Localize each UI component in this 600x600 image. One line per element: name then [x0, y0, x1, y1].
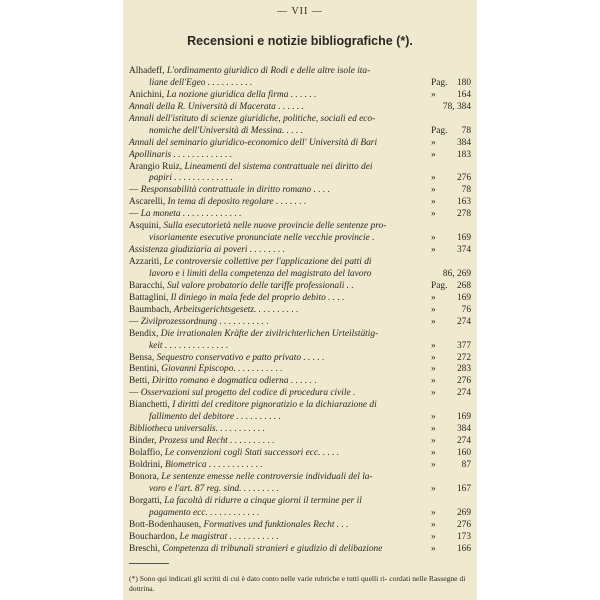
- entry-author: Asquini,: [129, 221, 164, 232]
- page-marker: »: [431, 233, 436, 244]
- entry-text: [129, 317, 269, 329]
- bibliography-line: [129, 353, 471, 365]
- entry-text: [129, 544, 382, 556]
- entry-title: In tema di deposito regolare . . . . . . .: [167, 197, 307, 208]
- entry-title: La nozione giuridica della firma . . . . . .: [166, 89, 317, 100]
- page-number: 160: [456, 448, 471, 458]
- bibliography-line: [129, 448, 471, 460]
- entry-text: [149, 484, 279, 496]
- entry-author: —: [129, 209, 141, 220]
- bibliography-line: [129, 197, 471, 209]
- page-folio: — VII —: [277, 6, 323, 17]
- entry-text: [129, 221, 386, 233]
- entry-author: Betti,: [129, 376, 152, 387]
- entry-text: [129, 138, 377, 150]
- entry-text: [129, 150, 232, 162]
- page-marker: »: [431, 304, 436, 315]
- entry-title: Assistenza giudiziaria ai poveri . . . . . . . .: [129, 245, 285, 256]
- entry-author: Arangio Ruiz,: [129, 161, 185, 172]
- page-marker: Pag.: [431, 125, 448, 136]
- bibliography-line: [129, 162, 471, 174]
- entry-title: Annali dell'istituto di scienze giuridiche, politiche, sociali ed eco-: [129, 113, 376, 124]
- entry-text: [129, 209, 242, 221]
- bibliography-line: [129, 460, 471, 472]
- entry-text: [149, 173, 233, 185]
- page-marker: Pag.: [431, 280, 448, 291]
- entry-title: Formatives und funktionales Recht . . .: [203, 519, 349, 530]
- entry-title: Sul valore probatorio delle tariffe professionali . .: [167, 280, 354, 291]
- bibliography-line: [129, 138, 471, 150]
- page-number: 278: [456, 209, 471, 220]
- entry-title: Sulla esecutorietà nelle nuove provincie delle sentenze pro-: [163, 221, 387, 232]
- page-number: 169: [456, 412, 471, 423]
- page-number: 78: [461, 125, 471, 136]
- page-number: 167: [456, 483, 471, 494]
- page-marker: »: [431, 209, 436, 220]
- entry-text: [129, 90, 317, 102]
- footnote: (*) Sono qui indicati gli scritti di cui è dato conto nelle varie rubriche e tutti quelli ri- cordati nelle Rassegne di dottrina.: [129, 574, 466, 593]
- bibliography-line: [129, 90, 471, 102]
- page-marker: »: [431, 507, 436, 518]
- page-marker: »: [431, 376, 436, 387]
- entry-text: [129, 114, 375, 126]
- entry-title: La facoltà di ridurre a cinque giorni il termine per il: [164, 495, 362, 506]
- page-number: 78, 384: [442, 101, 471, 112]
- entry-text: [129, 281, 354, 293]
- entry-author: Bianchetti,: [129, 400, 173, 411]
- entry-title: voro e l'art. 87 reg. sind. . . . . . . . .: [149, 483, 279, 494]
- page-marker: »: [431, 519, 436, 530]
- entry-text: [129, 162, 372, 174]
- entry-text: [149, 78, 252, 90]
- entry-text: [129, 400, 377, 412]
- page-marker: »: [431, 436, 436, 447]
- page-marker: »: [431, 292, 436, 303]
- page-number: 276: [456, 376, 471, 387]
- page-number: 276: [456, 519, 471, 530]
- entry-title: nomiche dell'Università di Messina. . . . .: [149, 125, 304, 136]
- bibliography-line: [129, 341, 471, 353]
- bibliography-line: [129, 78, 471, 90]
- entry-title: Lineamenti del sistema contrattuale nei diritto dei: [184, 161, 373, 172]
- page-marker: »: [431, 364, 436, 375]
- bibliography-line: [129, 424, 471, 436]
- entry-author: Bendix,: [129, 328, 161, 339]
- entry-author: Binder,: [129, 436, 159, 447]
- entry-title: lavoro e i limiti della competenza del magistrato del lavoro: [149, 268, 372, 279]
- entry-title: La moneta . . . . . . . . . . . . .: [140, 209, 242, 220]
- page-number: 274: [456, 316, 471, 327]
- bibliography-line: [129, 508, 471, 520]
- bibliography-line: [129, 305, 471, 317]
- bibliography-line: [129, 221, 471, 233]
- bibliography-line: [129, 245, 471, 257]
- entry-text: [129, 424, 265, 436]
- page-marker: »: [431, 388, 436, 399]
- entry-text: [129, 185, 330, 197]
- bibliography-line: [129, 436, 471, 448]
- entry-title: Giovanni Episcopo. . . . . . . . . . .: [161, 364, 283, 375]
- document-page: [123, 0, 477, 600]
- entry-text: [129, 245, 285, 257]
- bibliography-list: [129, 66, 471, 555]
- page-number: 384: [456, 424, 471, 435]
- page-number: 173: [456, 531, 471, 542]
- entry-author: —: [129, 388, 141, 399]
- page-number: 183: [456, 149, 471, 160]
- page-number: 163: [456, 197, 471, 208]
- bibliography-line: [129, 544, 471, 556]
- entry-text: [129, 388, 355, 400]
- entry-text: [129, 448, 339, 460]
- entry-text: [129, 520, 349, 532]
- page-marker: »: [431, 531, 436, 542]
- entry-text: [149, 269, 371, 281]
- entry-text: [129, 257, 372, 269]
- entry-author: Alhadeff,: [129, 66, 167, 76]
- entry-text: [149, 126, 303, 138]
- page-marker: »: [431, 245, 436, 256]
- entry-text: [129, 197, 306, 209]
- page-number: 276: [456, 173, 471, 184]
- entry-title: Il diniego in mala fede del proprio debito . . . .: [170, 292, 345, 303]
- bibliography-line: [129, 388, 471, 400]
- page-number: 274: [456, 436, 471, 447]
- entry-title: Bibliotheca universalis. . . . . . . . . . .: [129, 424, 265, 435]
- bibliography-line: [129, 173, 471, 185]
- bibliography-line: [129, 364, 471, 376]
- page-number: 283: [456, 364, 471, 375]
- entry-title: Biometrica . . . . . . . . . . . .: [164, 459, 263, 470]
- page-number: 374: [456, 245, 471, 256]
- entry-author: Breschi,: [129, 543, 163, 554]
- page-number: 272: [456, 352, 471, 363]
- entry-title: pagamento ecc. . . . . . . . . . . .: [149, 507, 260, 518]
- bibliography-line: [129, 472, 471, 484]
- page-number: 164: [456, 89, 471, 100]
- entry-title: fallimento del debitore . . . . . . . . . .: [149, 412, 281, 423]
- entry-text: [129, 329, 378, 341]
- entry-author: Bentini,: [129, 364, 162, 375]
- entry-author: Bolaffio,: [129, 448, 165, 458]
- page-marker: »: [431, 459, 436, 470]
- footnote-rule: [129, 563, 169, 564]
- entry-text: [129, 436, 275, 448]
- bibliography-line: [129, 269, 471, 281]
- entry-author: Baracchi,: [129, 280, 167, 291]
- entry-author: —: [129, 185, 141, 196]
- page-number: 274: [456, 388, 471, 399]
- page-number: 169: [456, 233, 471, 244]
- entry-text: [129, 305, 299, 317]
- entry-title: I diritti del creditore pignoratizio e la dichiarazione di: [172, 400, 377, 411]
- bibliography-line: [129, 532, 471, 544]
- entry-title: Diritto romano e dogmatica odierna . . . . . .: [151, 376, 317, 387]
- bibliography-line: [129, 412, 471, 424]
- page-number: 377: [456, 340, 471, 351]
- page-number: 384: [456, 137, 471, 148]
- entry-title: Zivilprozessordnung . . . . . . . . . . .: [140, 316, 269, 327]
- page-number: 268: [456, 280, 471, 291]
- entry-text: [149, 508, 259, 520]
- page-number: 180: [456, 77, 471, 88]
- page-marker: »: [431, 173, 436, 184]
- entry-title: Competenza di tribunali stranieri e giudizio di delibazione: [162, 543, 383, 554]
- section-title: Recensioni e notizie bibliografiche (*).: [187, 34, 413, 48]
- bibliography-line: [129, 209, 471, 221]
- page-number: 269: [456, 507, 471, 518]
- entry-text: [129, 293, 345, 305]
- page-marker: »: [431, 424, 436, 435]
- page-marker: »: [431, 137, 436, 148]
- bibliography-line: [129, 185, 471, 197]
- bibliography-line: [129, 126, 471, 138]
- page-marker: »: [431, 483, 436, 494]
- entry-author: Anichini,: [129, 89, 167, 100]
- entry-author: Baumbach,: [129, 304, 174, 315]
- entry-text: [129, 364, 283, 376]
- entry-title: Annali del seminario giuridico-economico dell' Università di Bari: [129, 137, 378, 148]
- entry-text: [149, 412, 281, 424]
- bibliography-line: [129, 329, 471, 341]
- entry-title: Le sentenze emesse nelle controversie individuali del la-: [161, 471, 373, 482]
- entry-title: Le controversie collettive per l'applicazione dei patti di: [163, 257, 372, 267]
- entry-text: [129, 472, 373, 484]
- bibliography-line: [129, 281, 471, 293]
- page-number: 78: [461, 185, 471, 196]
- page-number: 86, 269: [442, 268, 471, 279]
- entry-title: papiri . . . . . . . . . . . . .: [149, 173, 233, 184]
- page-marker: »: [431, 340, 436, 351]
- bibliography-line: [129, 233, 471, 245]
- bibliography-line: [129, 114, 471, 126]
- bibliography-line: [129, 376, 471, 388]
- entry-title: Le convenzioni cogli Stati successori ecc. . . . .: [164, 448, 340, 458]
- entry-text: [129, 102, 304, 114]
- page-marker: »: [431, 448, 436, 458]
- page-marker: »: [431, 543, 436, 554]
- entry-title: Le magistrat . . . . . . . . . . .: [179, 531, 279, 542]
- entry-text: [129, 532, 279, 544]
- entry-author: Bott-Bodenhausen,: [129, 519, 204, 530]
- entry-author: Ascarelli,: [129, 197, 168, 208]
- bibliography-line: [129, 293, 471, 305]
- entry-title: keit . . . . . . . . . . . . . .: [149, 340, 229, 351]
- entry-title: L'ordinamento giuridico di Rodi e delle altre isole ita-: [166, 66, 371, 76]
- page-marker: »: [431, 89, 436, 100]
- entry-title: Prozess und Recht . . . . . . . . . .: [158, 436, 275, 447]
- page-marker: »: [431, 185, 436, 196]
- entry-author: Bouchardon,: [129, 531, 180, 542]
- entry-text: [149, 233, 375, 245]
- entry-title: Apollinaris . . . . . . . . . . . . .: [129, 149, 233, 160]
- page-marker: »: [431, 149, 436, 160]
- page-number: 76: [461, 304, 471, 315]
- bibliography-line: [129, 317, 471, 329]
- bibliography-line: [129, 520, 471, 532]
- bibliography-line: [129, 257, 471, 269]
- page-number: 169: [456, 292, 471, 303]
- page-marker: »: [431, 412, 436, 423]
- page-number: 166: [456, 543, 471, 554]
- entry-text: [129, 353, 324, 365]
- entry-title: Die irrationalen Kräfte der zivilrichterlichen Urteilstätig-: [160, 328, 379, 339]
- entry-author: Bonora,: [129, 471, 162, 482]
- bibliography-line: [129, 484, 471, 496]
- entry-text: [129, 460, 263, 472]
- entry-title: liane dell'Egeo . . . . . . . . . .: [149, 77, 253, 88]
- entry-title: Sequestro conservativo e patto privato . . . . .: [156, 352, 325, 363]
- entry-title: Osservazioni sul progetto del codice di procedura civile .: [140, 388, 356, 399]
- bibliography-line: [129, 150, 471, 162]
- entry-title: Responsabilità contrattuale in diritto romano . . . .: [140, 185, 330, 196]
- entry-author: —: [129, 316, 141, 327]
- entry-author: Borgatti,: [129, 495, 165, 506]
- page-number: 87: [461, 459, 471, 470]
- entry-title: visoriamente esecutive pronunciate nelle vecchie provincie .: [149, 233, 375, 244]
- page-marker: Pag.: [431, 77, 448, 88]
- entry-text: [129, 376, 317, 388]
- bibliography-line: [129, 66, 471, 78]
- entry-title: Arbeitsgerichtsgesetz. . . . . . . . . .: [173, 304, 299, 315]
- entry-author: Battaglini,: [129, 292, 171, 303]
- entry-author: Bensa,: [129, 352, 157, 363]
- entry-text: [149, 341, 228, 353]
- entry-author: Boldrini,: [129, 459, 165, 470]
- entry-title: Annali della R. Università di Macerata . . . . . .: [129, 101, 304, 112]
- entry-author: Azzariti,: [129, 257, 164, 267]
- page-marker: »: [431, 352, 436, 363]
- page-marker: »: [431, 316, 436, 327]
- entry-text: [129, 496, 362, 508]
- page-marker: »: [431, 197, 436, 208]
- bibliography-line: [129, 102, 471, 114]
- bibliography-line: [129, 400, 471, 412]
- bibliography-line: [129, 496, 471, 508]
- entry-text: [129, 66, 370, 78]
